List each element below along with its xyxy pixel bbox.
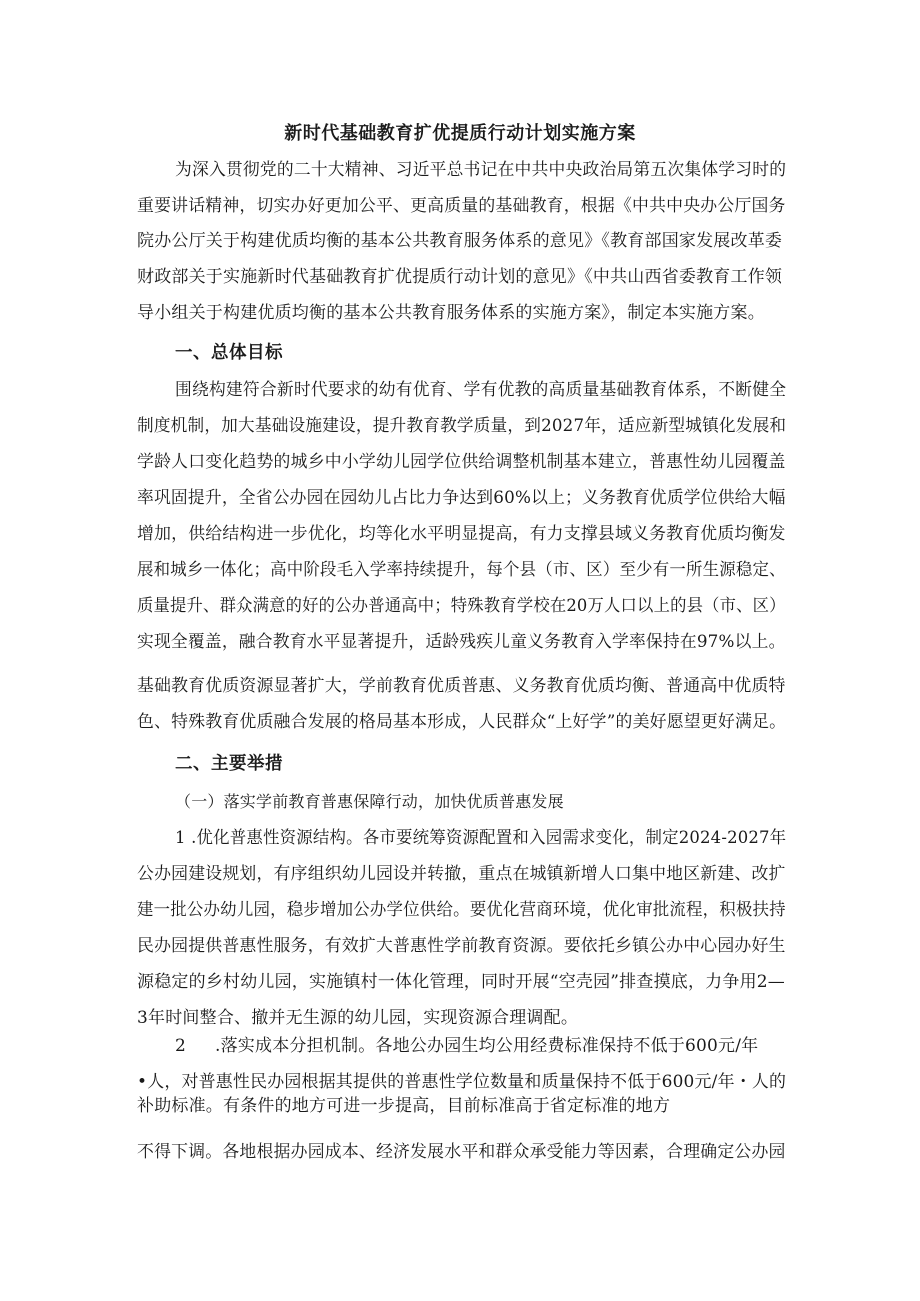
item1-line: 源稳定的乡村幼儿园，实施镇村一体化管理，同时开展“空壳园”排查摸底，力争用2— [137, 972, 785, 992]
intro-line: 财政部关于实施新时代基础教育扩优提质行动计划的意见》《中共山西省委教育工作领 [137, 267, 783, 287]
intro-line: 为深入贯彻党的二十大精神、习近平总书记在中共中央政治局第五次集体学习时的 [175, 160, 787, 180]
goals-line: 色、特殊教育优质融合发展的格局基本形成，人民群众“上好学”的美好愿望更好满足。 [137, 712, 787, 732]
goals-line: 围绕构建符合新时代要求的幼有优育、学有优教的高质量基础教育体系，不断健全 [175, 380, 787, 400]
subsection-heading: （一）落实学前教育普惠保障行动，加快优质普惠发展 [175, 792, 564, 811]
goals-line: 学龄人口变化趋势的城乡中小学幼儿园学位供给调整机制基本建立，普惠性幼儿园覆盖 [137, 452, 786, 472]
item1-line: 民办园提供普惠性服务，有效扩大普惠性学前教育资源。要依托乡镇公办中心园办好生 [137, 936, 786, 956]
item2-line: 不得下调。各地根据办园成本、经济发展水平和群众承受能力等因素，合理确定公办园 [137, 1142, 786, 1162]
intro-line: 院办公厅关于构建优质均衡的基本公共教育服务体系的意见》《教育部国家发展改革委 [137, 231, 783, 251]
intro-line: 导小组关于构建优质均衡的基本公共教育服务体系的实施方案》，制定本实施方案。 [137, 303, 765, 323]
section-heading-goals: 一、总体目标 [175, 343, 283, 363]
item1-line: 公办园建设规划，有序组织幼儿园设并转撤，重点在城镇新增人口集中地区新建、改扩 [137, 864, 786, 884]
goals-line: 质量提升、群众满意的好的公办普通高中；特殊教育学校在20万人口以上的县（市、区） [137, 596, 786, 616]
intro-line: 重要讲话精神，切实办好更加公平、更高质量的基础教育，根据《中共中央办公厅国务 [137, 196, 786, 216]
goals-line: 基础教育优质资源显著扩大，学前教育优质普惠、义务教育优质均衡、普通高中优质特 [137, 676, 786, 696]
goals-line: 制度机制，加大基础设施建设，提升教育教学质量，到2027年，适应新型城镇化发展和 [137, 416, 787, 436]
goals-line: 实现全覆盖，融合教育水平显著提升，适龄残疾儿童义务教育入学率保持在97%以上。 [137, 632, 786, 652]
section-heading-measures: 二、主要举措 [175, 754, 283, 774]
item1-line: 建一批公办幼儿园，稳步增加公办学位供给。要优化营商环境，优化审批流程，积极扶持 [137, 900, 786, 920]
item2-line: .落实成本分担机制。各地公办园生均公用经费标准保持不低于600元/年 [215, 1036, 759, 1056]
item2-line: 补助标准。有条件的地方可进一步提高，目前标准高于省定标准的地方 [137, 1096, 671, 1116]
item1-line: 3年时间整合、撤并无生源的幼儿园，实现资源合理调配。 [137, 1008, 579, 1028]
goals-line: 率巩固提升，全省公办园在园幼儿占比力争达到60%以上；义务教育优质学位供给大幅 [137, 488, 786, 508]
item2-number: 2 [175, 1036, 187, 1056]
item2-line: •人，对普惠性民办园根据其提供的普惠性学位数量和质量保持不低于600元/年・人的 [137, 1072, 787, 1092]
document-title: 新时代基础教育扩优提质行动计划实施方案 [284, 123, 636, 144]
item1-line: 1 .优化普惠性资源结构。各市要统筹资源配置和入园需求变化，制定2024-2027年 [175, 828, 787, 848]
goals-line: 增加，供给结构进一步优化，均等化水平明显提高，有力支撑县域义务教育优质均衡发 [137, 524, 786, 544]
goals-line: 展和城乡一体化；高中阶段毛入学率持续提升，每个县（市、区）至少有一所生源稳定、 [137, 560, 786, 580]
